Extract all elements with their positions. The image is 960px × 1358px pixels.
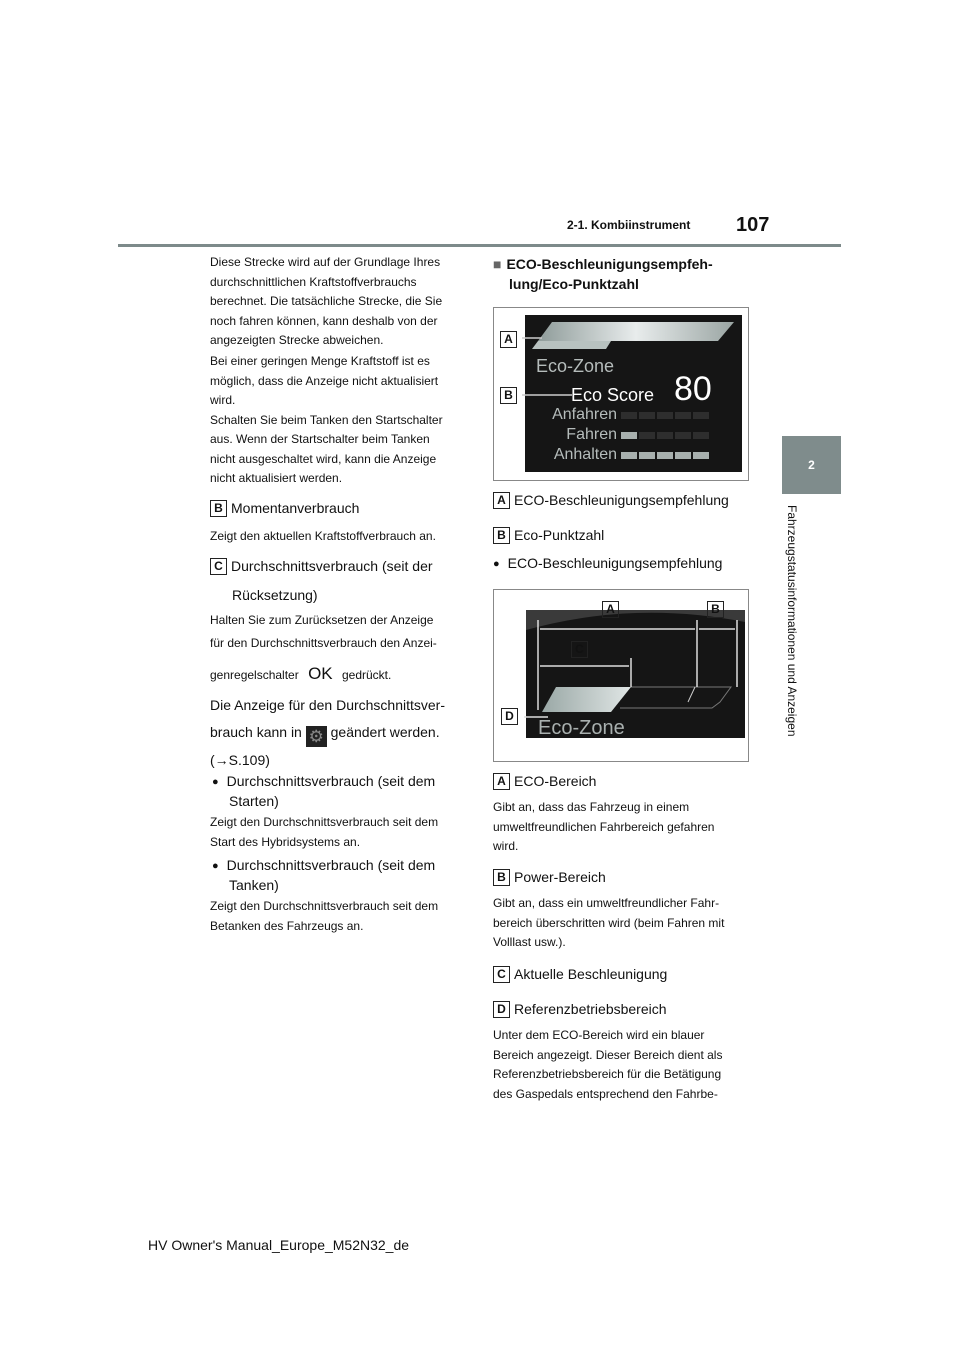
d-text-2a: brauch kann in bbox=[210, 724, 302, 740]
label-c: C bbox=[210, 558, 227, 575]
label-b: B bbox=[210, 500, 227, 517]
text-line: Zeigt den Durchschnittsverbrauch seit dem bbox=[210, 899, 439, 913]
score-row-label: Fahren bbox=[566, 426, 617, 443]
heading-eco-range-text: ECO-Bereich bbox=[514, 773, 597, 789]
eco-score-value: 80 bbox=[674, 370, 712, 408]
power-range-text bbox=[493, 894, 724, 953]
score-segment bbox=[639, 432, 655, 439]
chapter-label: Fahrzeugstatusinformationen und Anzeigen bbox=[785, 505, 799, 737]
score-segment bbox=[621, 452, 637, 459]
d-text-2 bbox=[210, 724, 440, 747]
text-line: Diese Strecke wird auf der Grundlage Ihres bbox=[210, 255, 441, 269]
item-a-text: ECO-Beschleunigungsempfehlung bbox=[514, 492, 729, 508]
callout-a: A bbox=[500, 331, 517, 348]
c-text-3 bbox=[210, 664, 391, 684]
heading-c-cont: Rücksetzung) bbox=[232, 587, 318, 603]
heading-current-accel-text: Aktuelle Beschleunigung bbox=[514, 966, 668, 982]
score-segment bbox=[657, 432, 673, 439]
text-line: umweltfreundlichen Fahrbereich gefahren bbox=[493, 819, 715, 834]
label-b2: B bbox=[493, 527, 510, 544]
text-line: wird. bbox=[493, 839, 519, 853]
heading-eco-range bbox=[493, 773, 596, 790]
score-segment bbox=[693, 452, 709, 459]
text-line: Betanken des Fahrzeugs an. bbox=[210, 918, 364, 933]
bullet-since-start-cont: Starten) bbox=[229, 793, 279, 809]
text-line: Volllast usw.). bbox=[493, 935, 566, 949]
text-line: durchschnittlichen Kraftstoffverbrauchs bbox=[210, 274, 417, 289]
c-text-3a: genregelschalter bbox=[210, 668, 299, 682]
b-text: Zeigt den aktuellen Kraftstoffverbrauch an. bbox=[210, 529, 436, 543]
text-line: angezeigten Strecke abweichen. bbox=[210, 333, 384, 347]
d-text-1: Die Anzeige für den Durchschnittsver- bbox=[210, 697, 445, 713]
eco-heading bbox=[493, 254, 713, 294]
d-text-2b: geändert werden. bbox=[330, 724, 440, 740]
heading-b-text: Momentanverbrauch bbox=[231, 500, 360, 516]
score-segment bbox=[621, 432, 637, 439]
text-line: Unter dem ECO-Bereich wird ein blauer bbox=[493, 1028, 705, 1042]
heading-power-range bbox=[493, 869, 606, 886]
paragraph-range-note bbox=[210, 253, 442, 351]
label-c3: C bbox=[493, 966, 510, 983]
text-line: Gibt an, dass ein umweltfreundlicher Fahr- bbox=[493, 896, 720, 910]
text-line: berechnet. Die tatsächliche Strecke, die Sie bbox=[210, 294, 443, 308]
text-line: nicht aktualisiert werden. bbox=[210, 471, 343, 485]
since-refuel-text bbox=[210, 897, 438, 936]
text-line: möglich, dass die Anzeige nicht aktualisiert bbox=[210, 373, 439, 388]
callout-b2: B bbox=[707, 601, 724, 618]
score-segment bbox=[639, 412, 655, 419]
score-segment bbox=[693, 412, 709, 419]
text-line: Gibt an, dass das Fahrzeug in einem bbox=[493, 800, 690, 814]
score-segment bbox=[675, 452, 691, 459]
eco-zone-label: Eco-Zone bbox=[536, 356, 615, 376]
eco-zone-label-2: Eco-Zone bbox=[538, 717, 625, 739]
label-a3: A bbox=[493, 773, 510, 790]
text-line: Referenzbetriebsbereich für die Betätigung bbox=[493, 1067, 722, 1081]
heading-power-range-text: Power-Bereich bbox=[514, 869, 606, 885]
c-text-2: für den Durchschnittsverbrauch den Anzei- bbox=[210, 636, 437, 650]
text-line: Start des Hybridsystems an. bbox=[210, 834, 361, 849]
text-line: des Gaspedals entsprechend den Fahrbe- bbox=[493, 1086, 718, 1101]
header-rule bbox=[118, 244, 841, 247]
text-line: Bereich angezeigt. Dieser Bereich dient als bbox=[493, 1047, 723, 1062]
callout-b: B bbox=[500, 387, 517, 404]
callout-a2: A bbox=[602, 601, 619, 618]
heading-current-accel bbox=[493, 966, 667, 983]
bullet-since-refuel-cont: Tanken) bbox=[229, 877, 279, 893]
eco-score-figure bbox=[493, 307, 749, 481]
item-b bbox=[493, 527, 604, 544]
heading-reference-range-text: Referenzbetriebsbereich bbox=[514, 1001, 667, 1017]
bullet-since-start: ● Durchschnittsverbrauch (seit dem bbox=[212, 773, 435, 789]
text-line: Schalten Sie beim Tanken den Startschalter bbox=[210, 412, 443, 427]
score-segment bbox=[675, 432, 691, 439]
ok-button-icon: OK bbox=[308, 664, 333, 683]
label-b3: B bbox=[493, 869, 510, 886]
text-line: aus. Wenn der Startschalter beim Tanken bbox=[210, 432, 430, 446]
eco-score-label: Eco Score bbox=[571, 385, 655, 405]
bullet-since-refuel: ● Durchschnittsverbrauch (seit dem bbox=[212, 857, 435, 873]
reference-range-text bbox=[493, 1026, 722, 1104]
label-d3: D bbox=[493, 1001, 510, 1018]
score-segment bbox=[693, 432, 709, 439]
score-segment bbox=[639, 452, 655, 459]
text-line: Zeigt den Durchschnittsverbrauch seit dem bbox=[210, 815, 439, 829]
page-ref-link[interactable]: (→S.109) bbox=[210, 752, 270, 768]
eco-heading-2: lung/Eco-Punktzahl bbox=[509, 276, 639, 292]
c-text-3b: gedrückt. bbox=[341, 668, 392, 682]
score-segment bbox=[657, 452, 673, 459]
page-number: 107 bbox=[736, 214, 770, 236]
text-line: bereich überschritten wird (beim Fahren mit bbox=[493, 915, 725, 930]
heading-c bbox=[210, 558, 433, 575]
bullet-eco: ● ECO-Beschleunigungsempfehlung bbox=[493, 555, 722, 571]
eco-heading-1: ECO-Beschleunigungsempfeh- bbox=[506, 256, 713, 272]
text-line: Bei einer geringen Menge Kraftstoff ist es bbox=[210, 354, 430, 368]
score-segment bbox=[657, 412, 673, 419]
text-line: nicht ausgeschaltet wird, kann die Anzeige bbox=[210, 451, 437, 466]
section-title: 2-1. Kombiinstrument bbox=[567, 218, 691, 232]
score-row-label: Anhalten bbox=[553, 446, 617, 463]
callout-d: D bbox=[501, 708, 518, 725]
score-row-label: Anfahren bbox=[552, 406, 617, 423]
label-a: A bbox=[493, 492, 510, 509]
heading-b bbox=[210, 500, 359, 517]
heading-c-text: Durchschnittsverbrauch (seit der bbox=[231, 558, 433, 574]
since-start-text bbox=[210, 813, 438, 852]
item-a bbox=[493, 492, 729, 509]
callout-c: C bbox=[571, 641, 588, 658]
c-text-1: Halten Sie zum Zurücksetzen der Anzeige bbox=[210, 613, 434, 627]
chapter-tab[interactable]: 2 bbox=[782, 436, 841, 494]
text-line: wird. bbox=[210, 393, 236, 407]
eco-zone-figure bbox=[493, 589, 749, 762]
square-bullet-icon: ■ bbox=[493, 256, 502, 272]
heading-reference-range bbox=[493, 1001, 667, 1018]
paragraph-low-fuel-note bbox=[210, 352, 443, 489]
score-segment bbox=[621, 412, 637, 419]
gear-icon: ⚙ bbox=[306, 726, 327, 747]
eco-range-text bbox=[493, 798, 714, 857]
item-b-text: Eco-Punktzahl bbox=[514, 527, 605, 543]
footer-text: HV Owner's Manual_Europe_M52N32_de bbox=[148, 1237, 410, 1253]
text-line: noch fahren können, kann deshalb von der bbox=[210, 313, 438, 328]
score-segment bbox=[675, 412, 691, 419]
